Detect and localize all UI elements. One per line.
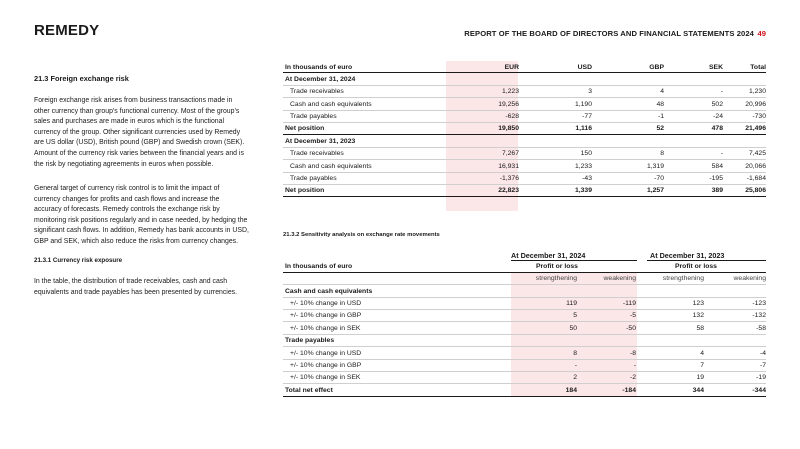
cell-value: 2 bbox=[573, 374, 577, 382]
cell-value: 19,850 bbox=[498, 125, 519, 133]
cell-value: 1,116 bbox=[575, 125, 592, 133]
cell-value: 58 bbox=[696, 324, 704, 332]
paragraph-line: General target of currency risk control is to limit the impact of bbox=[34, 185, 220, 192]
cell-value: 7,425 bbox=[748, 150, 766, 158]
cell-value: 184 bbox=[565, 386, 577, 394]
table-row bbox=[283, 384, 766, 396]
direction-label: weakening bbox=[733, 275, 766, 283]
table-row bbox=[283, 298, 766, 310]
paragraph-line: In the table, the distribution of trade receivables, cash and cash bbox=[34, 278, 228, 285]
direction-header-row bbox=[283, 273, 766, 285]
period-header-row bbox=[283, 248, 766, 260]
period-2023: At December 31, 2023 bbox=[650, 250, 725, 260]
cell-value: -4 bbox=[759, 349, 766, 357]
cell-value: -8 bbox=[629, 349, 636, 357]
table-row bbox=[283, 173, 766, 185]
table-row bbox=[283, 310, 766, 322]
row-label: Net position bbox=[285, 187, 325, 195]
cell-value: -119 bbox=[622, 300, 636, 308]
table-row bbox=[283, 347, 766, 359]
currency-exposure-table bbox=[283, 61, 766, 197]
cell-value: 16,931 bbox=[498, 162, 519, 170]
table-row bbox=[283, 73, 766, 85]
paragraph-risk-control bbox=[34, 184, 266, 248]
cell-value: -2 bbox=[629, 374, 636, 382]
row-label: Trade receivables bbox=[290, 150, 344, 158]
paragraph-line: accuracy of forecasts. Remedy controls the exchange risk by bbox=[34, 206, 220, 214]
cell-value: 21,496 bbox=[745, 125, 766, 133]
cell-value: 132 bbox=[692, 312, 704, 320]
row-label: +/- 10% change in USD bbox=[290, 300, 362, 308]
cell-value: -344 bbox=[752, 386, 766, 394]
column-header: SEK bbox=[709, 63, 723, 71]
table-row bbox=[283, 372, 766, 384]
paragraph-line: currency of the group. Other significant currencies used by Remedy bbox=[34, 128, 241, 136]
paragraph-line: significant cash flows. In addition, Remedy has bank accounts in USD, bbox=[34, 227, 249, 235]
row-label: Total net effect bbox=[285, 386, 333, 394]
table-row bbox=[283, 360, 766, 372]
period-underline bbox=[647, 260, 766, 261]
cell-value: -5 bbox=[629, 312, 636, 320]
row-label: Cash and cash equivalents bbox=[290, 100, 372, 108]
page-number: 49 bbox=[757, 29, 766, 38]
row-label: +/- 10% change in SEK bbox=[290, 324, 361, 332]
cell-value: - bbox=[574, 362, 577, 370]
report-title: REPORT OF THE BOARD OF DIRECTORS AND FINANCIAL STATEMENTS 2024 bbox=[464, 29, 754, 38]
cell-value: -24 bbox=[713, 113, 723, 121]
cell-value: 389 bbox=[711, 187, 723, 195]
cell-value: -628 bbox=[505, 113, 519, 121]
cell-value: -1,684 bbox=[746, 175, 766, 183]
paragraph-line: monitoring risk positions regularly and in case needed, by hedging the bbox=[34, 216, 248, 224]
profit-header-row bbox=[283, 260, 766, 272]
cell-value: - bbox=[633, 362, 636, 370]
row-label: At December 31, 2023 bbox=[285, 137, 356, 145]
paragraph-line: GBP and SEK, which also reduce the risks from currency changes. bbox=[34, 237, 239, 245]
table-header-row bbox=[283, 61, 766, 73]
cell-value: 52 bbox=[656, 125, 664, 133]
column-header: In thousands of euro bbox=[285, 262, 353, 270]
cell-value: 22,823 bbox=[498, 187, 519, 195]
subsection-heading: 21.3.1 Currency risk exposure bbox=[34, 257, 123, 264]
paragraph-line: other currency than group’s functional currency. Most of the group’s bbox=[34, 107, 240, 115]
cell-value: 1,257 bbox=[646, 187, 664, 195]
cell-value: 123 bbox=[692, 300, 704, 308]
cell-value: -132 bbox=[752, 312, 766, 320]
cell-value: -7 bbox=[759, 362, 766, 370]
row-label: Trade receivables bbox=[290, 88, 344, 96]
cell-value: -730 bbox=[752, 113, 766, 121]
paragraph-line: the risk by negotiating agreements in euros when possible. bbox=[34, 160, 214, 168]
cell-value: 584 bbox=[711, 162, 723, 170]
profit-or-loss-2023: Profit or loss bbox=[675, 262, 717, 270]
column-header: Total bbox=[750, 63, 766, 71]
column-header: In thousands of euro bbox=[285, 63, 353, 71]
cell-value: 1,223 bbox=[501, 88, 519, 96]
row-label: +/- 10% change in GBP bbox=[290, 312, 362, 320]
section-heading: 21.3 Foreign exchange risk bbox=[34, 74, 129, 83]
cell-value: 1,190 bbox=[574, 100, 592, 108]
row-label: Net position bbox=[285, 125, 325, 133]
row-label: Trade payables bbox=[290, 175, 337, 183]
cell-value: 5 bbox=[573, 312, 577, 320]
paragraph-line: are US dollar (USD), British pound (GBP) and Swedish crown (SEK). bbox=[34, 139, 245, 147]
period-underline bbox=[511, 260, 637, 261]
row-label: +/- 10% change in USD bbox=[290, 349, 362, 357]
cell-value: 50 bbox=[569, 324, 577, 332]
direction-label: weakening bbox=[603, 275, 636, 283]
direction-label: strengthening bbox=[535, 275, 577, 283]
cell-value: 8 bbox=[573, 349, 577, 357]
cell-value: 19 bbox=[696, 374, 704, 382]
row-label: At December 31, 2024 bbox=[285, 75, 356, 83]
cell-value: 119 bbox=[566, 300, 577, 308]
cell-value: -77 bbox=[582, 113, 592, 121]
table-row bbox=[283, 86, 766, 98]
row-label: Trade payables bbox=[285, 337, 335, 345]
cell-value: 7 bbox=[700, 362, 704, 370]
cell-value: - bbox=[720, 150, 723, 158]
cell-value: -1,376 bbox=[499, 175, 519, 183]
cell-value: -184 bbox=[622, 386, 636, 394]
cell-value: 1,233 bbox=[574, 162, 592, 170]
profit-or-loss-2024: Profit or loss bbox=[536, 262, 578, 270]
cell-value: 1,230 bbox=[748, 88, 766, 96]
cell-value: - bbox=[720, 88, 723, 96]
cell-value: -43 bbox=[582, 175, 592, 183]
cell-value: -50 bbox=[626, 324, 636, 332]
table-row bbox=[283, 322, 766, 334]
paragraph-line: sales and purchases are made in euros which is the functional bbox=[34, 118, 224, 126]
paragraph-line: Foreign exchange risk arises from business transactions made in bbox=[34, 97, 233, 104]
paragraph-fx-risk bbox=[34, 96, 266, 170]
table-row bbox=[283, 111, 766, 123]
paragraph-exposure bbox=[34, 277, 266, 298]
table-row bbox=[283, 135, 766, 147]
cell-value: 8 bbox=[660, 150, 664, 158]
cell-value: 4 bbox=[660, 88, 664, 96]
column-header: GBP bbox=[649, 63, 664, 71]
cell-value: 502 bbox=[711, 100, 723, 108]
cell-value: 1,339 bbox=[574, 187, 592, 195]
cell-value: -19 bbox=[756, 374, 766, 382]
column-header: USD bbox=[577, 63, 592, 71]
period-2024: At December 31, 2024 bbox=[511, 250, 586, 260]
table-row bbox=[283, 160, 766, 172]
cell-value: -58 bbox=[756, 324, 766, 332]
cell-value: 7,267 bbox=[501, 150, 519, 158]
cell-value: 48 bbox=[656, 100, 664, 108]
row-label: +/- 10% change in GBP bbox=[290, 362, 362, 370]
cell-value: 478 bbox=[711, 125, 723, 133]
row-label: Cash and cash equivalents bbox=[290, 162, 372, 170]
cell-value: 1,319 bbox=[646, 162, 664, 170]
table-row bbox=[283, 185, 766, 197]
cell-value: 4 bbox=[700, 349, 704, 357]
cell-value: 3 bbox=[588, 88, 592, 96]
cell-value: -1 bbox=[657, 113, 664, 121]
row-label: Cash and cash equivalents bbox=[285, 287, 373, 295]
cell-value: -195 bbox=[709, 175, 723, 183]
sensitivity-title: 21.3.2 Sensitivity analysis on exchange rate movements bbox=[283, 232, 440, 238]
cell-value: 20,066 bbox=[745, 162, 766, 170]
logo: REMEDY bbox=[34, 22, 100, 39]
table-row bbox=[283, 335, 766, 347]
row-label: Trade payables bbox=[290, 113, 337, 121]
table-row bbox=[283, 98, 766, 110]
direction-label: strengthening bbox=[662, 275, 704, 283]
cell-value: 150 bbox=[580, 150, 592, 158]
paragraph-line: equivalents and trade payables has been presented by currencies. bbox=[34, 288, 238, 296]
table-row bbox=[283, 148, 766, 160]
cell-value: 20,996 bbox=[745, 100, 766, 108]
cell-value: 344 bbox=[692, 386, 704, 394]
paragraph-line: currency changes for profits and cash flows and increase the bbox=[34, 195, 220, 203]
table-row bbox=[283, 285, 766, 297]
cell-value: -70 bbox=[654, 175, 664, 183]
table-row bbox=[283, 123, 766, 135]
cell-value: 25,806 bbox=[745, 187, 766, 195]
column-header: EUR bbox=[504, 63, 519, 71]
cell-value: 19,256 bbox=[498, 100, 519, 108]
row-label: +/- 10% change in SEK bbox=[290, 374, 361, 382]
cell-value: -123 bbox=[752, 300, 766, 308]
sensitivity-table bbox=[283, 248, 766, 397]
paragraph-line: Amount of the currency risk varies between the financial years and is bbox=[34, 149, 244, 157]
